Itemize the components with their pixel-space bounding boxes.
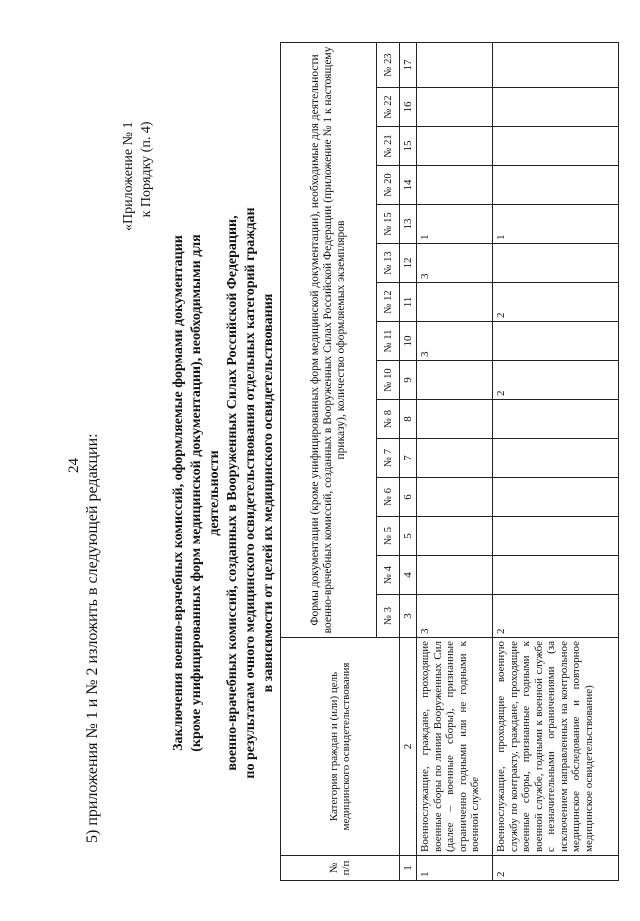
header-row-top — [281, 42, 377, 880]
forms-table — [280, 42, 619, 881]
value-cell — [417, 400, 493, 439]
title-line: Заключения военно-врачебных комиссий, оформляемые формами документации — [171, 235, 186, 751]
form-col-header: № 22 — [377, 88, 400, 127]
col-no-header: № п/п — [281, 856, 400, 881]
form-col-header: № 21 — [377, 127, 400, 166]
index-cell: 9 — [400, 361, 417, 400]
value-cell: 2 — [493, 283, 619, 322]
form-col-header: № 3 — [377, 595, 400, 638]
form-col-header: № 12 — [377, 283, 400, 322]
value-cell: 2 — [493, 595, 619, 638]
value-cell: 2 — [493, 361, 619, 400]
form-col-header: № 5 — [377, 517, 400, 556]
value-cell — [493, 244, 619, 283]
value-cell: 3 — [417, 595, 493, 638]
value-cell — [493, 322, 619, 361]
index-cell: 7 — [400, 439, 417, 478]
row-category: Военнослужащие, граждане, проходящие военные сборы по линии Вооруженных Сил (далее – военные сборы), признанные ограниченно годными или не годными к военной службе — [417, 638, 493, 856]
annex-line-1: «Приложение № 1 — [121, 121, 136, 231]
form-col-header: № 20 — [377, 166, 400, 205]
value-cell — [493, 439, 619, 478]
form-col-header: № 23 — [377, 42, 400, 87]
index-row — [400, 42, 417, 880]
index-cell: 5 — [400, 517, 417, 556]
col-category-header: Категория граждан и (или) цель медицинского освидетельствования — [281, 638, 400, 856]
table-row — [417, 42, 493, 880]
index-cell: 14 — [400, 166, 417, 205]
row-number: 2 — [493, 856, 619, 881]
index-cell: 1 — [400, 856, 417, 881]
index-cell: 12 — [400, 244, 417, 283]
value-cell — [493, 42, 619, 87]
amendment-text: 5) приложения № 1 и № 2 изложить в следующей редакции: — [84, 433, 101, 843]
forms-header: Формы документации (кроме унифицированных форм медицинской документации), необходимые для деятельности военно-врачебных комиссий, созданных в Вооруженных Силах Российской Федерации (приложение № 1 к настоящему приказу), количество оформляемых экземпляров — [281, 42, 377, 637]
form-col-header: № 10 — [377, 361, 400, 400]
value-cell — [417, 166, 493, 205]
form-col-header: № 11 — [377, 322, 400, 361]
page-number: 24 — [66, 458, 82, 473]
value-cell — [417, 42, 493, 87]
index-cell: 11 — [400, 283, 417, 322]
annex-line-2: к Порядку (п. 4) — [139, 121, 154, 218]
form-col-header: № 4 — [377, 556, 400, 595]
index-cell: 2 — [400, 638, 417, 856]
index-cell: 8 — [400, 400, 417, 439]
value-cell — [493, 166, 619, 205]
annex-reference — [120, 122, 156, 232]
title-line: по результатам очного медицинского освидетельствования отдельных категорий граждан — [243, 207, 258, 779]
value-cell: 1 — [493, 205, 619, 244]
index-cell: 16 — [400, 88, 417, 127]
index-cell: 15 — [400, 127, 417, 166]
form-col-header: № 15 — [377, 205, 400, 244]
value-cell — [417, 556, 493, 595]
index-cell: 17 — [400, 42, 417, 87]
index-cell: 13 — [400, 205, 417, 244]
value-cell — [417, 517, 493, 556]
value-cell — [417, 127, 493, 166]
title-line: военно-врачебных комиссий, созданных в Вооруженных Силах Российской Федерации, — [225, 215, 240, 771]
value-cell — [493, 127, 619, 166]
value-cell — [493, 478, 619, 517]
value-cell — [417, 478, 493, 517]
form-col-header: № 6 — [377, 478, 400, 517]
value-cell: 3 — [417, 244, 493, 283]
title-line: в зависимости от целей их медицинского освидетельствования — [261, 293, 276, 693]
table-row — [493, 42, 619, 880]
form-col-header: № 13 — [377, 244, 400, 283]
value-cell — [493, 556, 619, 595]
value-cell — [493, 88, 619, 127]
index-cell: 6 — [400, 478, 417, 517]
row-number: 1 — [417, 856, 493, 881]
value-cell — [493, 517, 619, 556]
value-cell — [493, 400, 619, 439]
form-col-header: № 8 — [377, 400, 400, 439]
value-cell — [417, 88, 493, 127]
document-title — [170, 203, 278, 783]
row-category: Военнослужащие, проходящие военную службу по контракту, граждане, проходящие военные сборы, признанные годными к военной службе, годными к военной службе с незначительными ограничениями (за исключением направленных на контрольное медицинское обследование и повторное медицинское освидетельствование) — [493, 638, 619, 856]
value-cell — [417, 283, 493, 322]
value-cell: 3 — [417, 322, 493, 361]
value-cell — [417, 361, 493, 400]
value-cell: 1 — [417, 205, 493, 244]
form-col-header: № 7 — [377, 439, 400, 478]
value-cell — [417, 439, 493, 478]
title-line: (кроме унифицированных форм медицинской документации), необходимыми для деятельности — [189, 234, 222, 752]
index-cell: 3 — [400, 595, 417, 638]
index-cell: 10 — [400, 322, 417, 361]
index-cell: 4 — [400, 556, 417, 595]
